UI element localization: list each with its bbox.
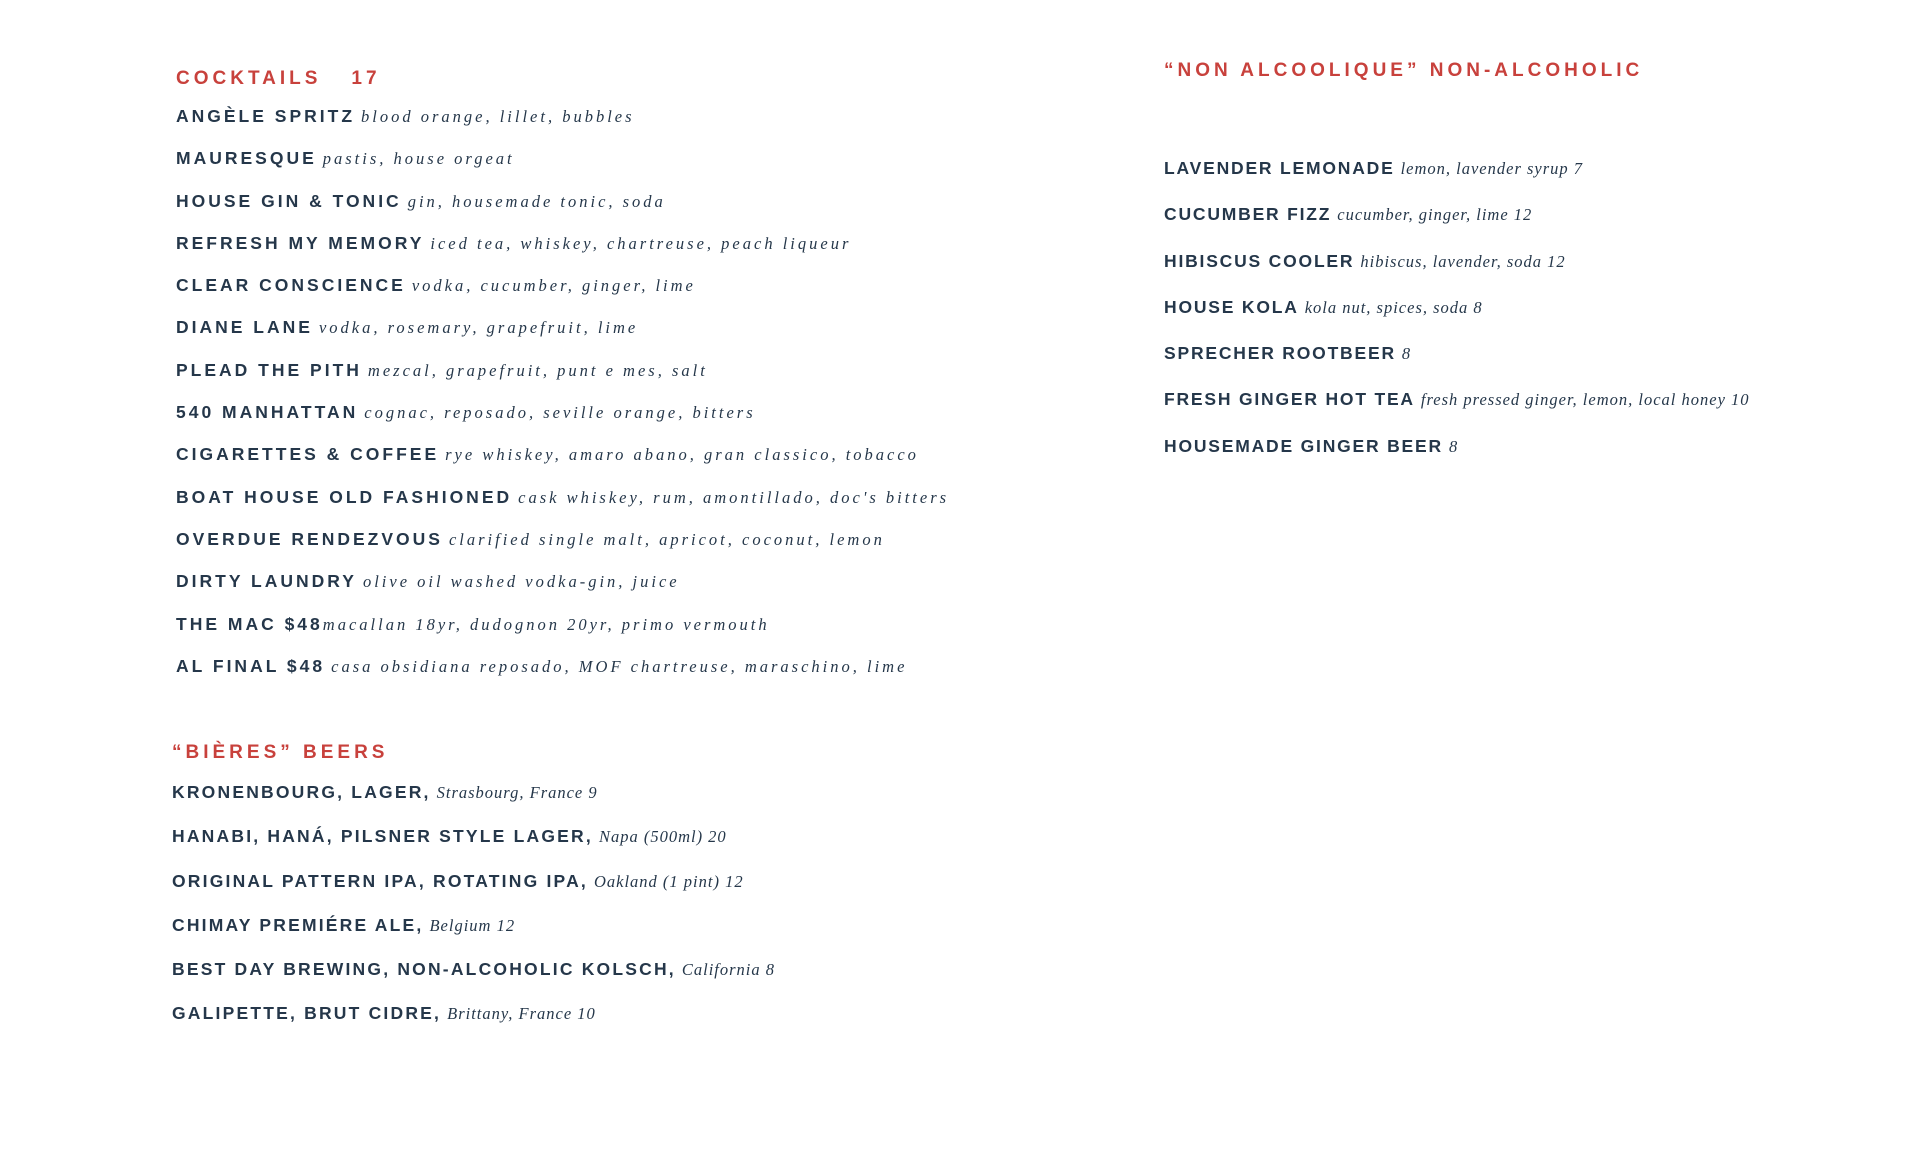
item-description: vodka, cucumber, ginger, lime: [411, 276, 696, 296]
menu-item: [176, 102, 1136, 144]
item-name: PLEAD THE PITH: [176, 359, 362, 380]
menu-item: [1164, 200, 1904, 246]
menu-item: [172, 778, 1132, 822]
item-name: GALIPETTE, BRUT CIDRE,: [172, 1003, 442, 1024]
item-name: CLEAR CONSCIENCE: [176, 275, 406, 296]
item-description: casa obsidiana reposado, MOF chartreuse, maraschino, lime: [331, 656, 908, 676]
menu-item: [176, 229, 1136, 271]
item-name: LAVENDER LEMONADE: [1164, 158, 1395, 178]
item-name: DIANE LANE: [176, 317, 313, 338]
item-description: Strasbourg, France 9: [436, 783, 598, 802]
item-name: AL FINAL $48: [176, 655, 326, 676]
menu-item: [172, 911, 1132, 955]
item-name: HIBISCUS COOLER: [1164, 250, 1355, 271]
item-description: hibiscus, lavender, soda 12: [1360, 251, 1566, 271]
item-name: ORIGINAL PATTERN IPA, ROTATING IPA,: [172, 870, 588, 891]
menu-item: [176, 187, 1136, 229]
menu-item: [176, 610, 1136, 652]
item-name: DIRTY LAUNDRY: [176, 571, 357, 592]
item-name: KRONENBOURG, LAGER,: [172, 782, 431, 802]
item-description: cognac, reposado, seville orange, bitters: [364, 403, 756, 423]
item-description: clarified single malt, apricot, coconut, lemon: [448, 529, 885, 549]
item-description: blood orange, lillet, bubbles: [361, 107, 635, 126]
item-name: REFRESH MY MEMORY: [176, 232, 425, 253]
item-name: CHIMAY PREMIÉRE ALE,: [172, 914, 424, 935]
item-description: fresh pressed ginger, lemon, local honey 10: [1420, 390, 1750, 410]
menu-item: [1164, 247, 1904, 293]
menu-item: [176, 398, 1136, 440]
menu-item: [1164, 385, 1904, 431]
menu-item: [176, 313, 1136, 355]
menu-item: [176, 271, 1136, 313]
beers-heading: “BIÈRES” BEERS: [172, 742, 389, 763]
menu-item: [176, 652, 1136, 694]
item-description: Napa (500ml) 20: [598, 827, 727, 847]
item-description: gin, housemade tonic, soda: [407, 191, 666, 211]
cocktails-section: [176, 68, 1136, 694]
cocktails-price: 17: [351, 68, 381, 89]
menu-item: [176, 525, 1136, 567]
item-description: rye whiskey, amaro abano, gran classico, tobacco: [445, 445, 919, 465]
item-name: BEST DAY BREWING, NON-ALCOHOLIC KOLSCH,: [172, 959, 676, 980]
item-name: SPRECHER ROOTBEER: [1164, 343, 1396, 364]
item-description: Belgium 12: [429, 915, 516, 935]
item-description: 8: [1448, 436, 1459, 456]
item-name: THE MAC $48: [176, 613, 323, 634]
non-alcoholic-heading: “NON ALCOOLIQUE” NON-ALCOHOLIC: [1164, 60, 1644, 81]
non-alcoholic-section: [1164, 60, 1904, 478]
menu-item: [172, 999, 1132, 1043]
item-name: BOAT HOUSE OLD FASHIONED: [176, 486, 513, 507]
cocktails-title: COCKTAILS: [176, 68, 322, 89]
menu-item: [176, 483, 1136, 525]
item-description: mezcal, grapefruit, punt e mes, salt: [367, 360, 708, 380]
item-description: cucumber, ginger, lime 12: [1337, 205, 1533, 225]
cocktails-heading: [176, 68, 1136, 90]
item-description: vodka, rosemary, grapefruit, lime: [318, 318, 639, 338]
menu-item: [172, 822, 1132, 866]
item-description: lemon, lavender syrup 7: [1400, 159, 1584, 178]
item-description: California 8: [681, 960, 776, 980]
item-name: CUCUMBER FIZZ: [1164, 204, 1332, 225]
menu-item: [176, 356, 1136, 398]
item-name: HOUSEMADE GINGER BEER: [1164, 435, 1443, 456]
item-description: kola nut, spices, soda 8: [1304, 297, 1483, 317]
item-name: HOUSE GIN & TONIC: [176, 190, 402, 211]
menu-item: [176, 567, 1136, 609]
menu-item: [176, 440, 1136, 482]
item-name: HOUSE KOLA: [1164, 296, 1299, 317]
menu-item: [1164, 154, 1904, 200]
item-description: 8: [1401, 344, 1412, 364]
item-description: Brittany, France 10: [447, 1004, 596, 1024]
item-name: FRESH GINGER HOT TEA: [1164, 389, 1415, 410]
menu-item: [1164, 293, 1904, 339]
item-description: pastis, house orgeat: [322, 149, 515, 169]
menu-item: [172, 955, 1132, 999]
item-description: olive oil washed vodka-gin, juice: [362, 572, 680, 592]
menu-item: [1164, 339, 1904, 385]
item-description: Oakland (1 pint) 12: [593, 871, 744, 891]
menu-item: [176, 144, 1136, 186]
item-description: macallan 18yr, dudognon 20yr, primo vermouth: [322, 614, 770, 634]
item-name: HANABI, HANÁ, PILSNER STYLE LAGER,: [172, 826, 593, 847]
item-name: OVERDUE RENDEZVOUS: [176, 528, 443, 549]
item-description: cask whiskey, rum, amontillado, doc's bitters: [518, 487, 950, 507]
item-description: iced tea, whiskey, chartreuse, peach liqueur: [430, 233, 852, 253]
beers-section: [172, 742, 1132, 1044]
item-name: MAURESQUE: [176, 148, 317, 169]
item-name: ANGÈLE SPRITZ: [176, 106, 356, 126]
menu-item: [172, 867, 1132, 911]
item-name: 540 MANHATTAN: [176, 402, 359, 423]
item-name: CIGARETTES & COFFEE: [176, 444, 440, 465]
menu-item: [1164, 432, 1904, 478]
